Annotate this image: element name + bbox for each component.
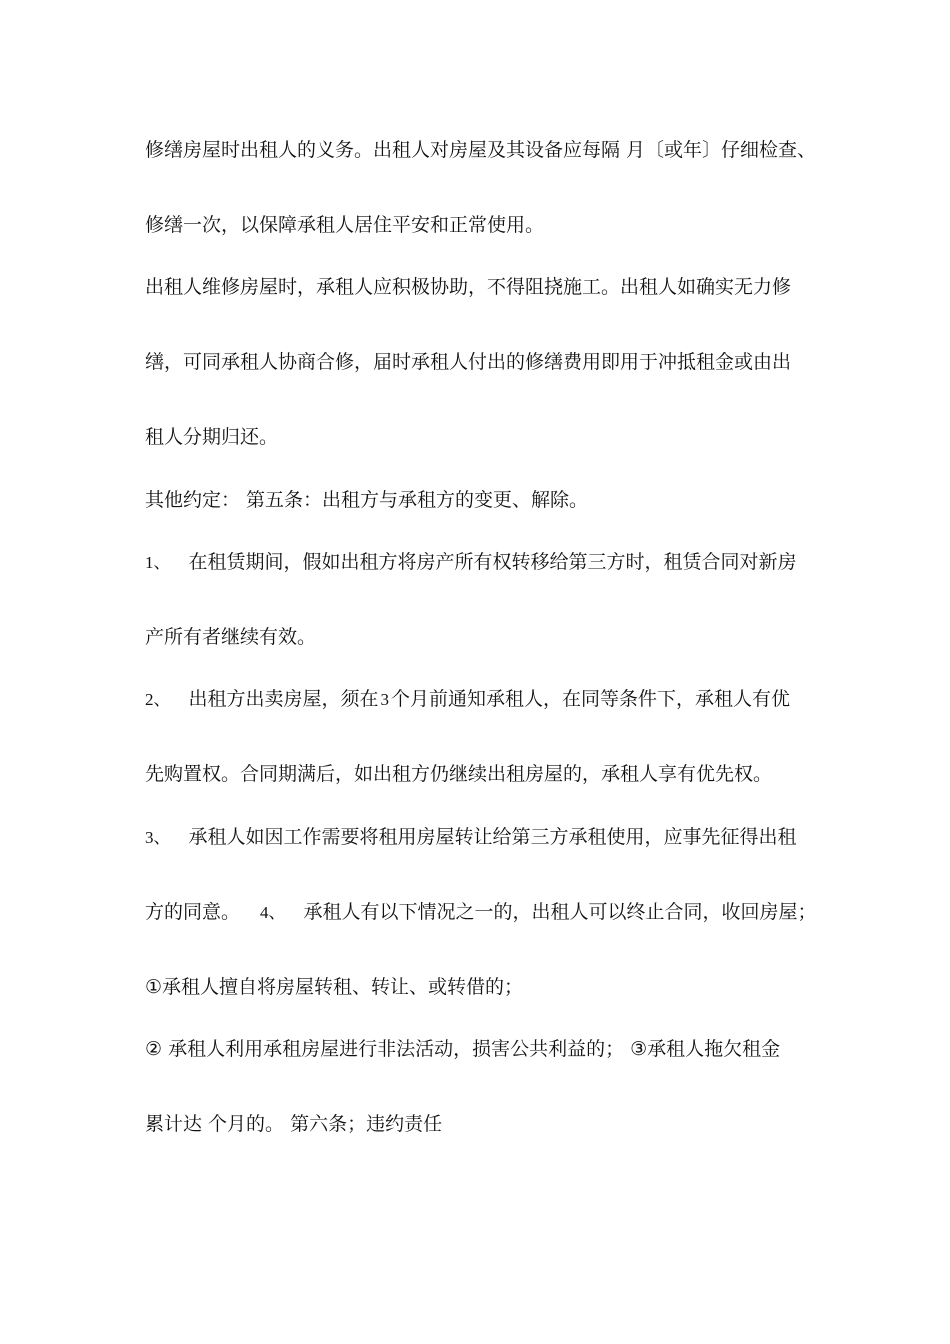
paragraph-line-2: 修缮一次，以保障承租人居住平安和正常使用。 — [145, 214, 545, 236]
paragraph-line-4: 缮，可同承租人协商合修，届时承租人付出的修缮费用即用于冲抵租金或由出 — [145, 351, 792, 373]
section-heading-article-5: 其他约定： 第五条：出租方与承租方的变更、解除。 — [145, 489, 589, 511]
paragraph-last: 累计达 个月的。 第六条；违约责任 — [145, 1113, 443, 1135]
list-text: 出租方出卖房屋，须在 — [188, 688, 379, 710]
list-text: 方的同意。 — [145, 901, 241, 923]
list-item-1 — [145, 550, 797, 575]
months-number: 3 — [380, 690, 390, 709]
condition-2-3: ② 承租人利用承租房屋进行非法活动，损害公共利益的； ③承租人拖欠租金 — [145, 1038, 781, 1060]
list-number: 3、 — [145, 828, 171, 847]
list-item-3-continued — [145, 900, 817, 925]
paragraph-line-3: 出租人维修房屋时，承租人应积极协助，不得阻挠施工。出租人如确实无力修 — [145, 276, 792, 298]
list-item-1-continued: 产所有者继续有效。 — [145, 626, 317, 648]
condition-1: ①承租人擅自将房屋转租、转让、或转借的； — [145, 976, 524, 998]
list-text: 承租人有以下情况之一的，出租人可以终止合同，收回房屋； — [303, 901, 817, 923]
list-number: 1、 — [145, 553, 171, 572]
list-text: 个月前通知承租人，在同等条件下，承租人有优 — [391, 688, 791, 710]
list-item-2-continued: 先购置权。合同期满后，如出租方仍继续出租房屋的，承租人享有优先权。 — [145, 763, 773, 785]
list-text: 承租人如因工作需要将租用房屋转让给第三方承租使用，应事先征得出租 — [188, 826, 797, 848]
list-text: 在租赁期间，假如出租方将房产所有权转移给第三方时，租赁合同对新房 — [188, 551, 797, 573]
paragraph-line-5: 租人分期归还。 — [145, 426, 279, 448]
list-number: 4、 — [260, 903, 286, 922]
list-number: 2、 — [145, 690, 171, 709]
paragraph-line-1: 修缮房屋时出租人的义务。出租人对房屋及其设备应每隔 月〔或年〕仔细检查、 — [145, 139, 817, 161]
list-item-3 — [145, 825, 797, 850]
list-item-2 — [145, 687, 790, 712]
